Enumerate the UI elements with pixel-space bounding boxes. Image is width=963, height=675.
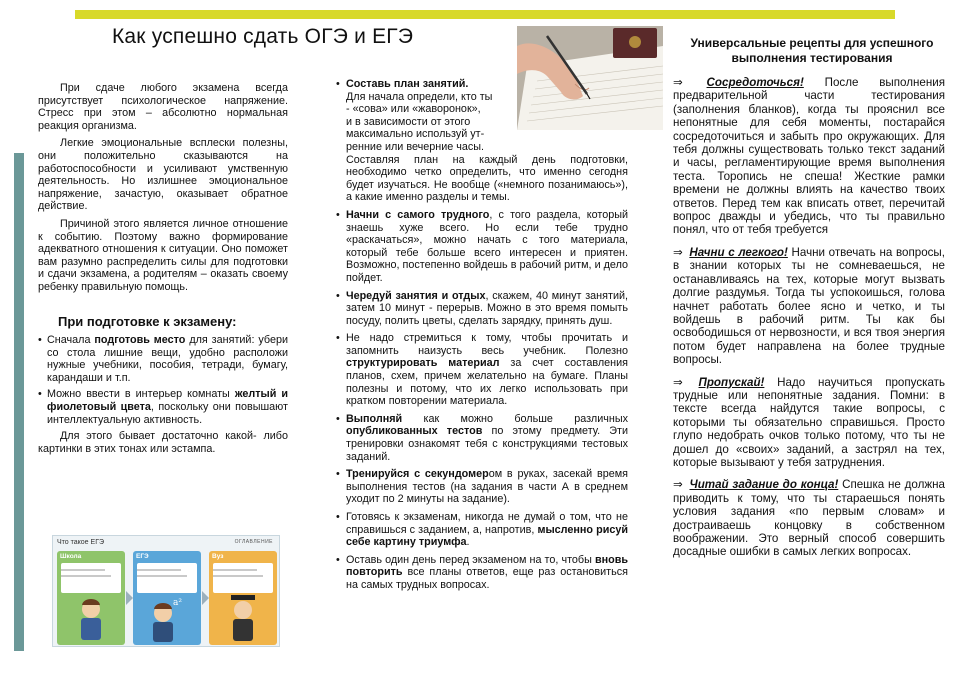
school-panel: Школа bbox=[57, 551, 125, 645]
ege-panel: ЕГЭ a² bbox=[133, 551, 201, 645]
student-figure bbox=[133, 595, 201, 645]
student-figure bbox=[209, 595, 277, 645]
arrow-icon: ⇒ bbox=[673, 76, 683, 89]
list-item: • Можно ввести в интерьер комнаты желтый и фиолетовый цвета, поскольку они повышают интеллектуальную активность. bbox=[38, 388, 288, 426]
ege-infographic bbox=[52, 535, 280, 647]
recipe-section: ⇒ Сосредоточься! После выполнения предварительной части тестирования (заполнения бланков), когда ты прояснил все непонятные для себя моменты, постарайся сосредоточиться и забыть про окружающих. Для тебя должны существовать только текст заданий и часы, регламентирующие время выполнения теста. Торопись не спеша! Жесткие рамки времени не должны влиять на качество твоих ответов. Перед тем как вписать ответ, перечитай вопрос дважды и убедись, что ты правильно понял, что от тебя требуется bbox=[673, 76, 945, 237]
infographic-title: Что такое ЕГЭ bbox=[57, 539, 105, 546]
list-item: • Сначала подготовь место для занятий: убери со стола лишние вещи, удобно расположи нужные учебники, пособия, тетради, бумагу, карандаши и т.п. bbox=[38, 334, 288, 384]
arrow-icon: ⇒ bbox=[673, 478, 683, 492]
arrow-icon: ⇒ bbox=[673, 375, 683, 389]
intro-paragraph: Причиной этого является личное отношение к событию. Поэтому важно формирование адекватного отношения к ситуации. Оно поможет вам разумно распределить силы для подготовки и сдачи экзамена, а родителям – оказать своему ребенку правильную помощь. bbox=[38, 217, 288, 293]
list-item: • Составь план занятий. Для начала определи, кто ты - «сова» или «жаворонок», и в зависимости от этого максимально используй ут- ренние или вечерние часы. Составляя план на каждый день подготовки, необходимо четко определить, что именно сегодня будет изучаться. Не вообще («немного позанимаюсь»), а какие именно разделы и темы. bbox=[336, 78, 628, 204]
list-item: • Выполняй как можно больше различных опубликованных тестов по этому предмету. Эти тренировки ознакомят тебя с конструкциями тестовых заданий. bbox=[336, 413, 628, 463]
recipe-section: ⇒ Пропускай! Надо научиться пропускать трудные или непонятные задания. Помни: в тексте всегда найдутся такие вопросы, с которыми ты обязательно справишься. Просто глупо недобрать очков только потому, что ты не дошел до «своих» заданий, а застрял на тех, которые вызывают у тебя затруднения. bbox=[673, 375, 945, 469]
intro-paragraph: Легкие эмоциональные всплески полезны, они положительно сказываются на работоспособности и усиливают умственную деятельность. Но излишнее эмоциональное напряжение, зачастую, оказывает обратное действие. bbox=[38, 137, 288, 213]
list-item: • Чередуй занятия и отдых, скажем, 40 минут занятий, затем 10 минут - перерыв. Можно в это время помыть посуду, полить цветы, сделать зарядку, принять душ. bbox=[336, 290, 628, 328]
recipes-column bbox=[673, 36, 945, 568]
list-item: • Тренируйся с секундомером в руках, засекай время выполнения тестов (на задания в части А в среднем уходит по 2 минуты на задание). bbox=[336, 468, 628, 506]
exam-photo bbox=[517, 26, 663, 130]
exam-photo-illustration bbox=[517, 26, 663, 130]
page-title: Как успешно сдать ОГЭ и ЕГЭ bbox=[112, 25, 414, 48]
intro-column bbox=[38, 82, 288, 455]
preparation-heading: При подготовке к экзамену: bbox=[58, 313, 237, 329]
infographic-toc: ОГЛАВЛЕНИЕ bbox=[234, 539, 273, 545]
list-item: • Начни с самого трудного, с того раздела, который знаешь хуже всего. Но если тебе трудно «раскачаться», можно начать с того материала, который тебе больше всего интересен и приятен. Возможно, постепенно войдешь в рабочий ритм, и дело пойдет. bbox=[336, 209, 628, 285]
svg-text:a²: a² bbox=[173, 598, 182, 608]
left-accent-stripe bbox=[14, 153, 24, 651]
top-accent-bar bbox=[75, 10, 895, 19]
recipe-section: ⇒ Читай задание до конца! Спешка не должна приводить к тому, что ты стараешься понять условия задания «по первым словам» и достраиваешь концовку в собственном воображении. Это верный способ совершить досадные ошибки в самых легких вопросах. bbox=[673, 478, 945, 559]
recipes-heading: Универсальные рецепты для успешного выполнения тестирования bbox=[690, 36, 934, 65]
recipe-section: ⇒ Начни с легкого! Начни отвечать на вопросы, в знании которых ты не сомневаешься, не останавливаясь на тех, которые могут вызвать долгие раздумья. Тогда ты успокоишься, голова начнет работать более ясно и четко, и ты войдешь в рабочий ритм. Ты как бы освободишься от нервозности, и вся твоя энергия потом будет направлена на более трудные вопросы. bbox=[673, 245, 945, 367]
preparation-list bbox=[38, 334, 288, 426]
arrow-icon: ⇒ bbox=[673, 245, 683, 259]
university-panel: Вуз bbox=[209, 551, 277, 645]
list-item: • Оставь один день перед экзаменом на то, чтобы вновь повторить все планы ответов, еще раз остановиться на самых трудных вопросах. bbox=[336, 554, 628, 592]
tips-column bbox=[336, 78, 628, 597]
list-item: • Не надо стремиться к тому, чтобы прочитать и запомнить наизусть весь учебник. Полезно структурировать материал за счет составления планов, схем, причем желательно на бумаге. Планы полезны и потому, что их легко использовать при кратком повторении материала. bbox=[336, 332, 628, 408]
intro-tail: Для этого бывает достаточно какой- либо картинки в этих тонах или эстампа. bbox=[38, 430, 288, 455]
student-figure bbox=[57, 595, 125, 645]
intro-paragraph: При сдаче любого экзамена всегда присутствует психологическое напряжение. Стресс при этом – абсолютно нормальная реакция организма. bbox=[38, 82, 288, 132]
list-item: • Готовясь к экзаменам, никогда не думай о том, что не справишься с заданием, а, напротив, мысленно рисуй себе картину триумфа. bbox=[336, 511, 628, 549]
plan-heading: • Составь план занятий. bbox=[346, 78, 469, 90]
